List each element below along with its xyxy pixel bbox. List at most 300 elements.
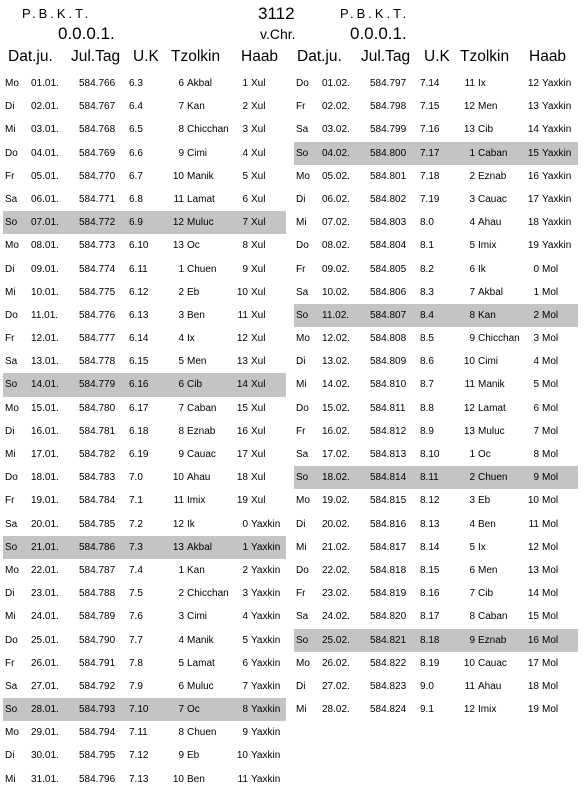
haab-month: Xul: [251, 193, 266, 205]
haab-month: Yaxkin: [251, 518, 281, 530]
haab-number: 6: [533, 402, 539, 414]
julian-day: 584.807: [370, 309, 407, 321]
haab-month: Yaxkin: [251, 680, 281, 692]
tzolkin-name: Imix: [187, 495, 206, 507]
haab-number: 18: [236, 472, 248, 484]
tzolkin-name: Manik: [187, 170, 214, 182]
table-row: [294, 72, 578, 95]
table-row: [3, 698, 286, 721]
julian-day: 584.790: [79, 634, 116, 646]
haab-number: 1: [533, 286, 539, 298]
julian-day: 584.785: [79, 518, 116, 530]
tzolkin-number: 4: [469, 217, 475, 229]
tzolkin-name: Ahau: [187, 472, 211, 484]
date: 10.01.: [31, 286, 59, 298]
table-row: [294, 234, 578, 257]
table-row: [294, 675, 578, 698]
tzolkin-number: 7: [469, 588, 475, 600]
julian-day: 584.779: [79, 379, 116, 391]
haab-month: Xul: [251, 240, 266, 252]
tzolkin-number: 7: [178, 101, 184, 113]
uk-value: 6.5: [129, 124, 143, 136]
table-row: [3, 559, 286, 582]
julian-day: 584.782: [79, 449, 116, 460]
table-row: [294, 188, 578, 211]
julian-day: 584.803: [370, 217, 407, 229]
header-date: Dat.ju.: [297, 48, 342, 65]
tzolkin-name: Men: [478, 564, 498, 576]
date: 22.01.: [31, 564, 59, 576]
uk-value: 7.12: [129, 750, 149, 762]
julian-day: 584.768: [79, 124, 116, 136]
tzolkin-name: Cib: [478, 588, 494, 600]
uk-value: 6.9: [129, 217, 143, 229]
haab-number: 14: [527, 588, 539, 600]
header-uk: U.K: [133, 48, 159, 65]
uk-value: 7.16: [420, 124, 440, 136]
tzolkin-name: Caban: [187, 402, 217, 414]
weekday: Sa: [296, 611, 309, 623]
weekday: Mi: [296, 541, 307, 553]
haab-number: 3: [533, 333, 539, 345]
julian-day: 584.770: [79, 170, 116, 182]
table-row: [3, 165, 286, 188]
julian-day: 584.813: [370, 449, 407, 460]
date: 19.02.: [322, 495, 350, 507]
julian-day: 584.822: [370, 657, 407, 669]
weekday: So: [5, 704, 18, 716]
tzolkin-number: 4: [178, 333, 184, 345]
table-row: [294, 327, 578, 350]
haab-month: Mol: [542, 402, 559, 414]
date: 29.01.: [31, 727, 59, 739]
date: 26.01.: [31, 657, 59, 669]
uk-value: 8.15: [420, 564, 440, 576]
weekday: Mo: [5, 240, 19, 252]
date: 14.01.: [31, 379, 59, 391]
tzolkin-number: 8: [178, 727, 184, 739]
haab-month: Yaxkin: [251, 634, 281, 646]
haab-number: 10: [236, 750, 248, 762]
date: 18.01.: [31, 472, 59, 484]
haab-month: Xul: [251, 78, 266, 89]
weekday: Di: [5, 425, 15, 437]
haab-month: Xul: [251, 286, 266, 298]
haab-number: 6: [242, 657, 248, 669]
haab-number: 16: [527, 634, 539, 646]
haab-month: Yaxkin: [251, 704, 281, 716]
weekday: Do: [5, 634, 18, 646]
weekday: Do: [296, 78, 309, 89]
haab-month: Xul: [251, 217, 266, 229]
tzolkin-number: 7: [178, 402, 184, 414]
tzolkin-name: Cimi: [187, 611, 207, 623]
table-row: [294, 489, 578, 512]
uk-value: 8.3: [420, 286, 434, 298]
haab-month: Yaxkin: [542, 170, 572, 182]
date: 28.02.: [322, 704, 350, 716]
haab-month: Mol: [542, 379, 559, 391]
haab-number: 15: [527, 147, 539, 159]
weekday: Di: [296, 356, 306, 368]
uk-value: 6.3: [129, 78, 143, 89]
uk-value: 8.17: [420, 611, 440, 623]
tzolkin-name: Cauac: [478, 657, 507, 669]
uk-value: 8.9: [420, 425, 434, 437]
table-row: [294, 582, 578, 605]
haab-number: 9: [533, 472, 539, 484]
uk-value: 6.13: [129, 309, 149, 321]
date: 07.02.: [322, 217, 350, 229]
haab-month: Mol: [542, 286, 559, 298]
table-row: [294, 304, 578, 327]
weekday: Fr: [296, 101, 306, 113]
weekday: Mo: [296, 333, 310, 345]
haab-number: 7: [533, 425, 539, 437]
julian-day: 584.767: [79, 101, 116, 113]
date: 19.01.: [31, 495, 59, 507]
haab-number: 8: [242, 704, 248, 716]
table-row: [294, 95, 578, 118]
tzolkin-name: Chuen: [478, 472, 508, 484]
tzolkin-name: Kan: [478, 309, 496, 321]
right-pbkt-code: 0.0.0.1.: [350, 24, 407, 43]
tzolkin-name: Chuen: [187, 263, 217, 275]
uk-value: 7.0: [129, 472, 143, 484]
weekday: Mo: [296, 495, 310, 507]
tzolkin-number: 10: [463, 356, 475, 368]
table-row: [3, 466, 286, 489]
table-row: [3, 652, 286, 675]
julian-day: 584.771: [79, 193, 116, 205]
tzolkin-number: 6: [469, 564, 475, 576]
uk-value: 8.5: [420, 333, 434, 345]
table-row: [3, 744, 286, 767]
tzolkin-number: 5: [469, 240, 475, 252]
tzolkin-name: Ben: [187, 309, 205, 321]
haab-month: Xul: [251, 309, 266, 321]
haab-number: 15: [236, 402, 248, 414]
tzolkin-name: Ik: [478, 263, 486, 275]
date: 20.02.: [322, 518, 350, 530]
julian-day: 584.824: [370, 704, 407, 716]
table-row: [3, 373, 286, 396]
table-row: [3, 304, 286, 327]
uk-value: 7.2: [129, 518, 143, 530]
february-column-header: [294, 46, 578, 72]
date: 09.02.: [322, 263, 350, 275]
tzolkin-number: 12: [172, 217, 184, 229]
table-row: [294, 605, 578, 628]
tzolkin-number: 9: [178, 750, 184, 762]
table-row: [294, 443, 578, 466]
uk-value: 6.14: [129, 333, 149, 345]
header-julian-day: Jul.Tag: [71, 48, 121, 65]
weekday: Fr: [296, 263, 306, 275]
tzolkin-name: Eznab: [478, 634, 507, 646]
date: 14.02.: [322, 379, 350, 391]
date: 06.02.: [322, 193, 350, 205]
uk-value: 6.10: [129, 240, 149, 252]
haab-number: 7: [242, 680, 248, 692]
tzolkin-name: Oc: [478, 449, 491, 460]
haab-number: 0: [242, 518, 248, 530]
haab-number: 12: [236, 333, 248, 345]
julian-day: 584.774: [79, 263, 116, 275]
julian-day: 584.819: [370, 588, 407, 600]
tzolkin-name: Muluc: [187, 217, 214, 229]
tzolkin-name: Akbal: [187, 78, 213, 89]
table-row: [3, 142, 286, 165]
date: 15.02.: [322, 402, 350, 414]
weekday: Di: [5, 588, 15, 600]
tzolkin-name: Imix: [478, 240, 497, 252]
tzolkin-name: Muluc: [478, 425, 505, 437]
weekday: So: [296, 147, 309, 159]
header-tzolkin: Tzolkin: [171, 48, 221, 65]
tzolkin-name: Oc: [187, 704, 200, 716]
tzolkin-number: 8: [178, 124, 184, 136]
uk-value: 8.8: [420, 402, 434, 414]
haab-number: 17: [527, 193, 539, 205]
haab-month: Mol: [542, 356, 559, 368]
table-row: [3, 768, 286, 791]
haab-month: Mol: [542, 425, 559, 437]
julian-day: 584.821: [370, 634, 407, 646]
haab-month: Mol: [542, 333, 559, 345]
haab-month: Mol: [542, 611, 559, 623]
weekday: Mi: [5, 124, 16, 136]
haab-month: Yaxkin: [251, 727, 281, 739]
table-row: [294, 397, 578, 420]
haab-number: 4: [533, 356, 539, 368]
haab-number: 10: [527, 495, 539, 507]
uk-value: 9.0: [420, 680, 434, 692]
weekday: Mo: [296, 657, 310, 669]
tzolkin-name: Eznab: [187, 425, 216, 437]
julian-day: 584.799: [370, 124, 407, 136]
table-row: [3, 350, 286, 373]
haab-number: 8: [242, 240, 248, 252]
haab-month: Mol: [542, 704, 559, 716]
tzolkin-number: 9: [178, 449, 184, 460]
haab-month: Xul: [251, 449, 266, 460]
haab-number: 13: [236, 356, 248, 368]
table-row: [3, 489, 286, 512]
julian-day: 584.814: [370, 472, 407, 484]
haab-month: Mol: [542, 518, 559, 530]
tzolkin-number: 1: [469, 449, 475, 460]
julian-day: 584.783: [79, 472, 116, 484]
date: 04.02.: [322, 147, 350, 159]
table-row: [3, 536, 286, 559]
tzolkin-name: Cimi: [478, 356, 498, 368]
uk-value: 7.3: [129, 541, 143, 553]
table-row: [3, 72, 286, 95]
tzolkin-name: Eb: [478, 495, 491, 507]
date: 02.02.: [322, 101, 350, 113]
julian-day: 584.792: [79, 680, 116, 692]
haab-number: 7: [242, 217, 248, 229]
julian-day: 584.818: [370, 564, 407, 576]
uk-value: 6.4: [129, 101, 143, 113]
february-column: [294, 46, 578, 721]
julian-day: 584.772: [79, 217, 116, 229]
tzolkin-name: Lamat: [187, 657, 215, 669]
uk-value: 7.5: [129, 588, 143, 600]
haab-month: Yaxkin: [542, 193, 572, 205]
uk-value: 7.7: [129, 634, 143, 646]
uk-value: 6.11: [129, 263, 148, 275]
tzolkin-name: Eznab: [478, 170, 507, 182]
date: 01.01.: [31, 78, 59, 89]
haab-number: 19: [236, 495, 248, 507]
tzolkin-name: Akbal: [187, 541, 213, 553]
haab-month: Yaxkin: [251, 773, 281, 785]
tzolkin-number: 12: [463, 704, 475, 716]
table-row: [294, 118, 578, 141]
julian-day: 584.809: [370, 356, 407, 368]
table-row: [3, 420, 286, 443]
date: 24.02.: [322, 611, 350, 623]
haab-number: 3: [242, 124, 248, 136]
date: 27.01.: [31, 680, 59, 692]
haab-number: 2: [242, 564, 248, 576]
julian-day: 584.800: [370, 147, 407, 159]
tzolkin-number: 13: [172, 240, 184, 252]
table-row: [3, 629, 286, 652]
tzolkin-number: 12: [172, 518, 184, 530]
tzolkin-number: 3: [469, 495, 475, 507]
date: 10.02.: [322, 286, 350, 298]
haab-number: 17: [527, 657, 539, 669]
haab-month: Yaxkin: [542, 240, 572, 252]
tzolkin-number: 12: [463, 101, 475, 113]
weekday: Di: [296, 680, 306, 692]
date: 25.01.: [31, 634, 59, 646]
date: 13.01.: [31, 356, 59, 368]
haab-month: Mol: [542, 588, 559, 600]
header-haab: Haab: [529, 48, 567, 65]
tzolkin-number: 8: [469, 309, 475, 321]
haab-number: 2: [242, 101, 248, 113]
tzolkin-number: 9: [178, 147, 184, 159]
uk-value: 7.11: [129, 727, 148, 739]
haab-month: Yaxkin: [542, 124, 572, 136]
tzolkin-number: 10: [463, 657, 475, 669]
tzolkin-number: 10: [172, 472, 184, 484]
date: 23.01.: [31, 588, 59, 600]
haab-month: Xul: [251, 356, 266, 368]
weekday: Mo: [5, 564, 19, 576]
haab-number: 15: [527, 611, 539, 623]
uk-value: 6.17: [129, 402, 149, 414]
weekday: Sa: [5, 193, 18, 205]
haab-month: Yaxkin: [542, 78, 572, 89]
tzolkin-name: Oc: [187, 240, 200, 252]
weekday: Mi: [5, 773, 16, 785]
tzolkin-name: Imix: [478, 704, 497, 716]
tzolkin-number: 3: [469, 193, 475, 205]
uk-value: 6.8: [129, 193, 143, 205]
date: 12.01.: [31, 333, 59, 345]
table-row: [3, 582, 286, 605]
haab-number: 14: [236, 379, 248, 391]
tzolkin-number: 4: [469, 518, 475, 530]
uk-value: 7.10: [129, 704, 149, 716]
haab-number: 10: [236, 286, 248, 298]
haab-number: 5: [242, 634, 248, 646]
tzolkin-number: 5: [469, 541, 475, 553]
table-row: [294, 350, 578, 373]
date: 20.01.: [31, 518, 59, 530]
table-row: [3, 258, 286, 281]
haab-number: 16: [527, 170, 539, 182]
haab-number: 16: [236, 425, 248, 437]
table-row: [3, 605, 286, 628]
haab-month: Yaxkin: [251, 564, 281, 576]
julian-day: 584.769: [79, 147, 116, 159]
table-row: [3, 443, 286, 466]
weekday: Sa: [5, 518, 18, 530]
weekday: Do: [296, 564, 309, 576]
table-row: [294, 420, 578, 443]
haab-number: 8: [533, 449, 539, 460]
weekday: Fr: [5, 495, 15, 507]
weekday: Do: [5, 472, 18, 484]
haab-month: Yaxkin: [542, 101, 572, 113]
tzolkin-name: Cimi: [187, 147, 207, 159]
tzolkin-number: 1: [469, 147, 475, 159]
julian-day: 584.820: [370, 611, 407, 623]
tzolkin-number: 6: [178, 78, 184, 89]
tzolkin-name: Eb: [187, 286, 200, 298]
weekday: Mo: [5, 402, 19, 414]
tzolkin-number: 1: [178, 564, 184, 576]
haab-month: Xul: [251, 263, 266, 275]
header-tzolkin: Tzolkin: [460, 48, 510, 65]
weekday: Mi: [5, 449, 16, 460]
tzolkin-name: Cib: [187, 379, 203, 391]
date: 05.02.: [322, 170, 350, 182]
tzolkin-number: 3: [178, 309, 184, 321]
tzolkin-number: 2: [178, 286, 184, 298]
table-row: [3, 721, 286, 744]
julian-day: 584.816: [370, 518, 407, 530]
table-row: [294, 698, 578, 721]
tzolkin-number: 5: [178, 356, 184, 368]
weekday: Mi: [296, 379, 307, 391]
tzolkin-number: 9: [469, 634, 475, 646]
haab-number: 19: [527, 240, 539, 252]
weekday: So: [5, 541, 18, 553]
tzolkin-number: 11: [464, 78, 475, 89]
tzolkin-number: 5: [178, 657, 184, 669]
haab-number: 3: [242, 588, 248, 600]
haab-month: Mol: [542, 564, 559, 576]
tzolkin-number: 9: [469, 333, 475, 345]
julian-day: 584.815: [370, 495, 407, 507]
haab-number: 14: [527, 124, 539, 136]
tzolkin-name: Lamat: [187, 193, 215, 205]
uk-value: 8.14: [420, 541, 440, 553]
table-row: [3, 118, 286, 141]
haab-month: Mol: [542, 309, 559, 321]
uk-value: 8.7: [420, 379, 434, 391]
weekday: Di: [296, 518, 306, 530]
weekday: Di: [5, 263, 15, 275]
weekday: Fr: [5, 333, 15, 345]
